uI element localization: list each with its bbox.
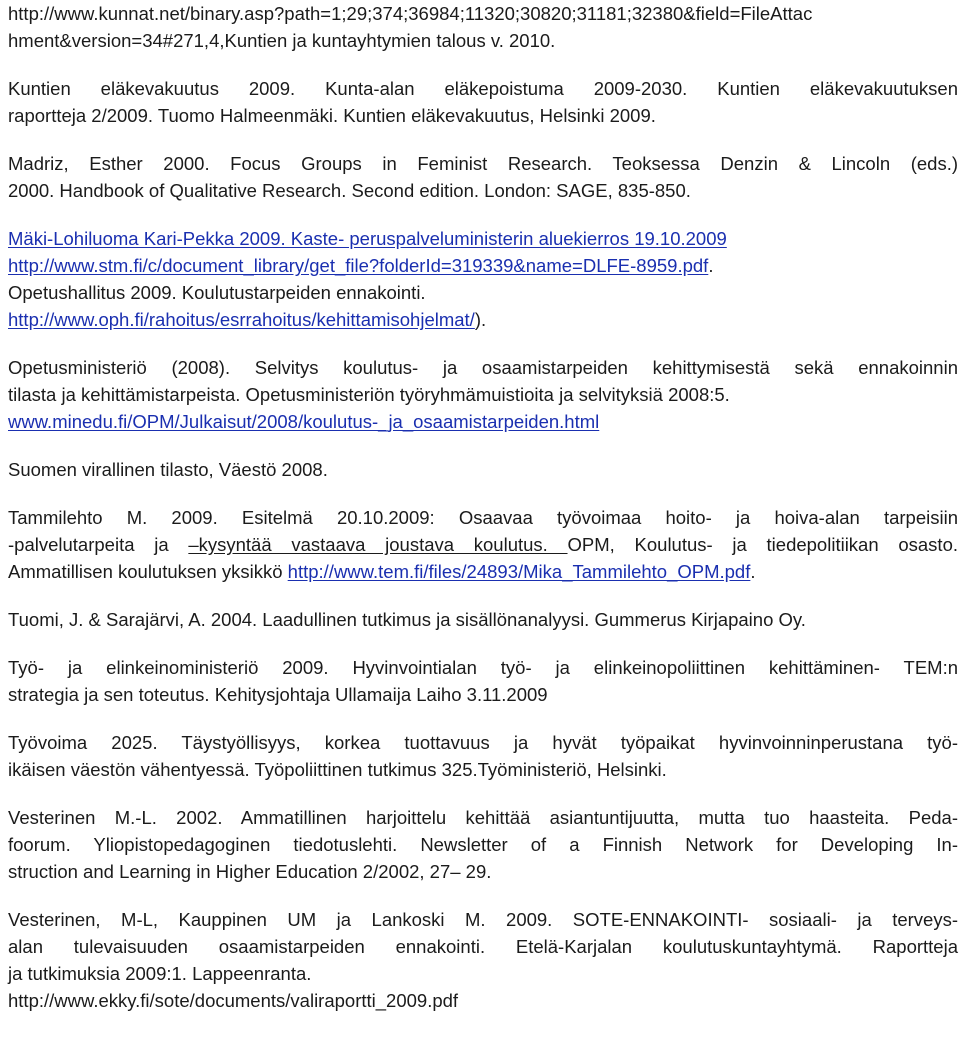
- reference-line: ja tutkimuksia 2009:1. Lappeenranta.: [8, 963, 312, 984]
- reference-vesterinen-2002: [8, 804, 958, 885]
- reference-line: foorum. Yliopistopedagoginen tiedotuslehti. Newsletter of a Finnish Network for Developing In-: [8, 834, 958, 855]
- reference-line: [8, 252, 958, 279]
- reference-line: Opetushallitus 2009. Koulutustarpeiden ennakointi.: [8, 282, 426, 303]
- reference-line: hment&version=34#271,4,Kuntien ja kuntayhtymien talous v. 2010.: [8, 30, 556, 51]
- reference-line: Opetusministeriö (2008). Selvitys koulutus- ja osaamistarpeiden kehittymisestä sekä ennakoinnin: [8, 357, 958, 378]
- text-segment: Ammatillisen koulutuksen yksikkö: [8, 561, 288, 582]
- link-trailing-punctuation: .: [750, 561, 756, 582]
- reference-line: [8, 408, 958, 435]
- reference-vesterinen-2009: [8, 906, 958, 1014]
- reference-line: Työvoima 2025. Täystyöllisyys, korkea tuottavuus ja hyvät työpaikat hyvinvoinninperustana työ-: [8, 732, 958, 753]
- tem-pdf-link[interactable]: http://www.tem.fi/files/24893/Mika_Tammilehto_OPM.pdf: [287, 561, 751, 582]
- reference-maki-lohiluoma: [8, 225, 958, 333]
- reference-suomen-tilasto: [8, 456, 958, 483]
- reference-madriz: [8, 150, 958, 204]
- link-trailing-punctuation: .: [708, 255, 714, 276]
- reference-line: http://www.kunnat.net/binary.asp?path=1;29;374;36984;11320;30820;31181;32380&field=FileAttac: [8, 3, 813, 24]
- reference-tyovoima-2025: [8, 729, 958, 783]
- reference-kunnat-talous: [8, 0, 958, 54]
- reference-line: struction and Learning in Higher Education 2/2002, 27– 29.: [8, 861, 492, 882]
- reference-tuomi-sarajarvi: [8, 606, 958, 633]
- reference-line: [8, 531, 958, 558]
- reference-line: Kuntien eläkevakuutus 2009. Kunta-alan eläkepoistuma 2009-2030. Kuntien eläkevakuutuksen: [8, 78, 958, 99]
- reference-url-line: http://www.ekky.fi/sote/documents/valiraportti_2009.pdf: [8, 990, 459, 1011]
- reference-line: tilasta ja kehittämistarpeista. Opetusministeriön työryhmämuistioita ja selvityksiä 2008:5.: [8, 384, 730, 405]
- reference-tammilehto: [8, 504, 958, 585]
- minedu-link[interactable]: www.minedu.fi/OPM/Julkaisut/2008/koulutus-_ja_osaamistarpeiden.html: [8, 411, 600, 432]
- reference-line: Tuomi, J. & Sarajärvi, A. 2004. Laadullinen tutkimus ja sisällönanalyysi. Gummerus Kirjapaino Oy.: [8, 609, 806, 630]
- reference-kuntien-elakevakuutus: [8, 75, 958, 129]
- reference-line: strategia ja sen toteutus. Kehitysjohtaja Ullamaija Laiho 3.11.2009: [8, 684, 548, 705]
- reference-line: [8, 558, 958, 585]
- text-segment: -palvelutarpeita ja: [8, 534, 189, 555]
- reference-line: [8, 306, 958, 333]
- reference-line: ikäisen väestön vähentyessä. Työpoliittinen tutkimus 325.Työministeriö, Helsinki.: [8, 759, 667, 780]
- reference-tem-2009: [8, 654, 958, 708]
- reference-opetusministerio: [8, 354, 958, 435]
- reference-line: Vesterinen M.-L. 2002. Ammatillinen harjoittelu kehittää asiantuntijuutta, mutta tuo haasteita. Peda-: [8, 807, 958, 828]
- reference-line: Työ- ja elinkeinoministeriö 2009. Hyvinvointialan työ- ja elinkeinopoliittinen kehittäminen- TEM:n: [8, 657, 958, 678]
- link-trailing-punctuation: ).: [474, 309, 487, 330]
- reference-line: [8, 225, 958, 252]
- kaste-reference-link[interactable]: Mäki-Lohiluoma Kari-Pekka 2009. Kaste- peruspalveluministerin aluekierros 19.10.2009: [8, 228, 727, 249]
- reference-list: [8, 0, 958, 1014]
- stm-document-link[interactable]: http://www.stm.fi/c/document_library/get_file?folderId=319339&name=DLFE-8959.pdf: [8, 255, 709, 276]
- reference-line: Suomen virallinen tilasto, Väestö 2008.: [8, 459, 328, 480]
- reference-line: alan tulevaisuuden osaamistarpeiden ennakointi. Etelä-Karjalan koulutuskuntayhtymä. Raportteja: [8, 936, 958, 957]
- oph-link[interactable]: http://www.oph.fi/rahoitus/esrrahoitus/kehittamisohjelmat/: [8, 309, 475, 330]
- reference-line: 2000. Handbook of Qualitative Research. Second edition. London: SAGE, 835-850.: [8, 180, 691, 201]
- reference-line: Tammilehto M. 2009. Esitelmä 20.10.2009: Osaavaa työvoimaa hoito- ja hoiva-alan tarpeisiin: [8, 507, 958, 528]
- text-segment: OPM, Koulutus- ja tiedepolitiikan osasto.: [567, 534, 958, 555]
- reference-line: Madriz, Esther 2000. Focus Groups in Feminist Research. Teoksessa Denzin & Lincoln (eds.): [8, 153, 958, 174]
- reference-line: Vesterinen, M-L, Kauppinen UM ja Lankoski M. 2009. SOTE-ENNAKOINTI- sosiaali- ja terveys-: [8, 909, 958, 930]
- underlined-text-segment: –kysyntää vastaava joustava koulutus.: [188, 534, 568, 555]
- reference-line: raportteja 2/2009. Tuomo Halmeenmäki. Kuntien eläkevakuutus, Helsinki 2009.: [8, 105, 656, 126]
